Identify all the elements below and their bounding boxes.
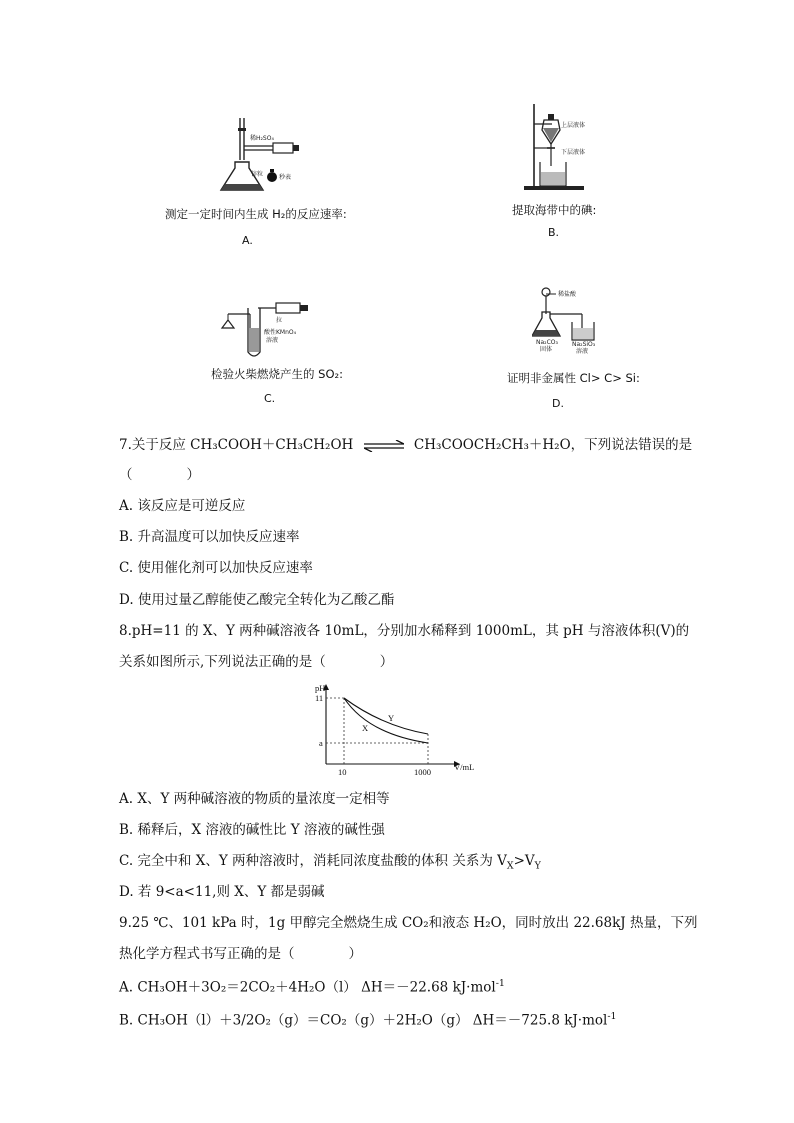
q9-option-a-sup: -1	[495, 978, 505, 989]
figure-d-apparatus	[532, 284, 612, 356]
q9-option-b-text: B. CH₃OH（l）＋3/2O₂（g）＝CO₂（g）＋2H₂O（g） ΔH＝－725.8 kJ·mol	[119, 1012, 608, 1029]
q8-stem-line1: 8.pH=11 的 X、Y 两种碱溶液各 10mL，分别加水稀释到 1000mL，其 pH 与溶液体积(V)的	[119, 623, 690, 639]
q9-option-a-text: A. CH₃OH＋3O₂＝2CO₂＋4H₂O（l） ΔH＝－22.68 kJ·mol	[119, 979, 496, 996]
label-solution-c: 溶液	[266, 337, 279, 344]
label-lower-liquid: 下层液体	[561, 149, 586, 156]
q7-stem-before: 7.关于反应 CH₃COOH＋CH₃CH₂OH	[119, 437, 354, 453]
q8-option-c-sub-x: X	[506, 860, 514, 872]
figure-a-letter: A.	[242, 234, 253, 247]
q8-option-d: D. 若 9<a<11,则 X、Y 都是弱碱	[119, 884, 325, 900]
figure-d-letter: D.	[552, 397, 564, 410]
label-solution-d: 溶液	[576, 348, 589, 355]
q7-paren: （ ）	[119, 467, 200, 483]
q8-option-c-sub-y: Y	[534, 860, 541, 872]
q8-option-a: A. X、Y 两种碱溶液的物质的量浓度一定相等	[119, 791, 390, 807]
label-dilute-acid: 稀H₂SO₄	[250, 135, 274, 142]
q8-stem-line2: 关系如图所示,下列说法正确的是（ ）	[119, 654, 394, 670]
figure-b-caption: 提取海带中的碘:	[512, 203, 597, 217]
label-stopwatch: 秒表	[279, 174, 292, 181]
q8-option-c-text: C. 完全中和 X、Y 两种溶液时，消耗同浓度盐酸的体积 关系为 V	[119, 853, 507, 869]
q7-option-d: D. 使用过量乙醇能使乙酸完全转化为乙酸乙酯	[119, 592, 395, 608]
q8-option-c	[119, 855, 541, 871]
label-na2co3: Na₂CO₃	[536, 339, 558, 346]
label-dilute-hcl: 稀盐酸	[558, 291, 577, 298]
figure-c-caption: 检验火柴燃烧产生的 SO₂:	[211, 367, 343, 381]
reversible-arrow-icon	[364, 440, 404, 452]
graph-series-x-label: X	[362, 723, 369, 733]
q7-option-a: A. 该反应是可逆反应	[119, 498, 246, 514]
label-na2sio3: Na₂SiO₃	[572, 341, 596, 348]
q7-option-b: B. 升高温度可以加快反应速率	[119, 529, 300, 545]
q8-option-b: B. 稀释后，X 溶液的碱性比 Y 溶液的碱性强	[119, 822, 385, 838]
q9-stem-line1: 9.25 ℃、101 kPa 时，1g 甲醇完全燃烧生成 CO₂和液态 H₂O，同时放出 22.68kJ 热量，下列	[119, 915, 698, 931]
label-kmno4: 酸性KMnO₄	[264, 329, 297, 336]
q8-ph-volume-graph	[310, 680, 490, 780]
graph-x-start: 10	[338, 767, 347, 777]
figure-b-apparatus	[520, 100, 600, 194]
figure-a-caption: 测定一定时间内生成 H₂的反应速率:	[165, 207, 347, 221]
graph-x-end: 1000	[414, 767, 431, 777]
label-pull: 拉	[276, 317, 283, 324]
q9-option-b-sup: -1	[607, 1011, 617, 1022]
graph-xlabel: V/mL	[454, 762, 475, 772]
graph-series-y-label: Y	[388, 713, 395, 723]
figure-b-letter: B.	[548, 226, 560, 239]
figure-c-apparatus	[220, 300, 320, 360]
label-upper-liquid: 上层液体	[561, 122, 586, 129]
figure-c-letter: C.	[264, 392, 276, 405]
graph-ylabel: pH	[315, 683, 326, 693]
graph-y-a: a	[319, 738, 323, 748]
figure-a-apparatus	[215, 110, 315, 198]
q7-stem	[119, 439, 692, 453]
figure-d-caption: 证明非金属性 Cl> C> Si:	[507, 371, 640, 385]
q9-option-a	[119, 979, 505, 995]
q7-stem-after: CH₃COOCH₂CH₃＋H₂O，下列说法错误的是	[413, 437, 693, 453]
q9-option-b	[119, 1012, 617, 1028]
label-zinc: 锌粒	[251, 171, 264, 178]
q9-stem-line2: 热化学方程式书写正确的是（ ）	[119, 946, 362, 962]
label-solid: 固体	[540, 346, 553, 353]
curve-x	[344, 698, 428, 743]
q7-option-c: C. 使用催化剂可以加快反应速率	[119, 560, 313, 576]
graph-y-top: 11	[315, 693, 324, 703]
q8-option-c-gt: >V	[513, 853, 535, 869]
curve-y	[344, 698, 428, 734]
